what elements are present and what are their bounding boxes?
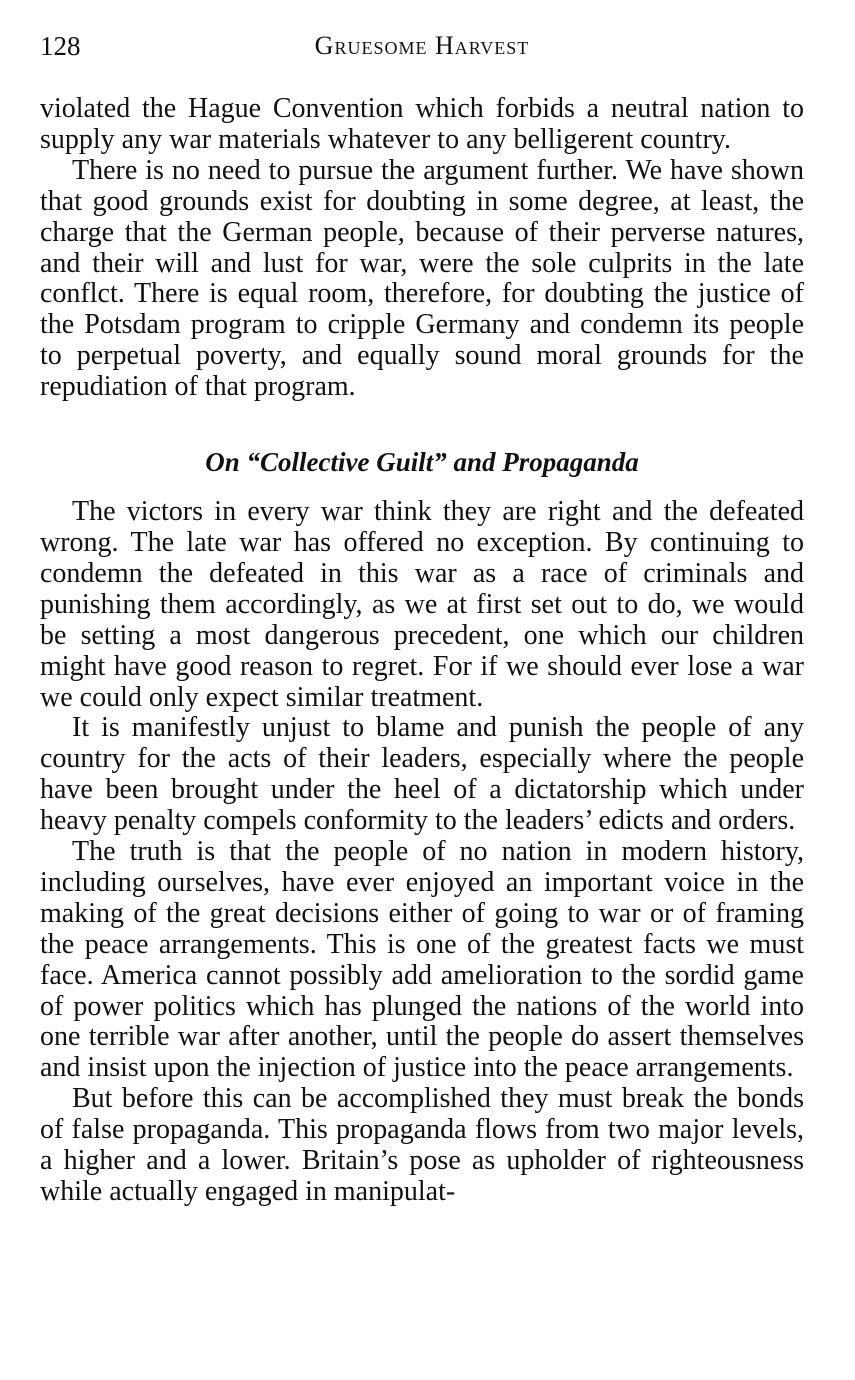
body-text [40,94,804,1208]
section-heading: On “Collective Guilt” and Propaganda [205,447,639,478]
paragraph: The victors in every war think they are right and the defeated wrong. The late war has offered no exception. By continuing to condemn the defeated in this war as a race of criminals and punishing them accordingly, as we at first set out to do, we would be setting a most dangerous precedent, one which our children might have good reason to regret. For if we should ever lose a war we could only expect similar treatment. [40,496,804,713]
section-spacer [40,403,804,446]
paragraph-continued: violated the Hague Convention which forbids a neutral nation to supply any war materials whatever to any belligerent country. [40,93,804,155]
running-head [40,28,804,64]
running-title: Gruesome Harvest [314,31,530,60]
paragraph: There is no need to pursue the argument further. We have shown that good grounds exist for doubting in some degree, at least, the charge that the German people, because of their perverse natures, and their will and lust for war, were the sole culprits in the late conflct. There is equal room, therefore, for doubting the justice of the Potsdam program to cripple Germany and condemn its people to perpetual poverty, and equally sound moral grounds for the repudiation of that program. [40,154,804,403]
paragraph: But before this can be accomplished they must break the bonds of false propaganda. This propaganda flows from two major levels, a higher and a lower. Britain’s pose as upholder of righteousness while actually engaged in manipulat- [40,1083,804,1207]
paragraph: It is manifestly unjust to blame and punish the people of any country for the acts of their leaders, especially where the people have been brought under the heel of a dictatorship which under heavy penalty compels conformity to the leaders’ edicts and orders. [40,712,804,837]
paragraph: The truth is that the people of no nation in modern history, including ourselves, have ever enjoyed an important voice in the making of the great decisions either of going to war or of framing the peace arrangements. This is one of the greatest facts we must face. America cannot possibly add amelioration to the sordid game of power politics which has plunged the nations of the world into one terrible war after another, until the people do assert themselves and insist upon the injection of justice into the peace arrangements. [40,836,804,1084]
page-number: 128 [40,31,81,61]
